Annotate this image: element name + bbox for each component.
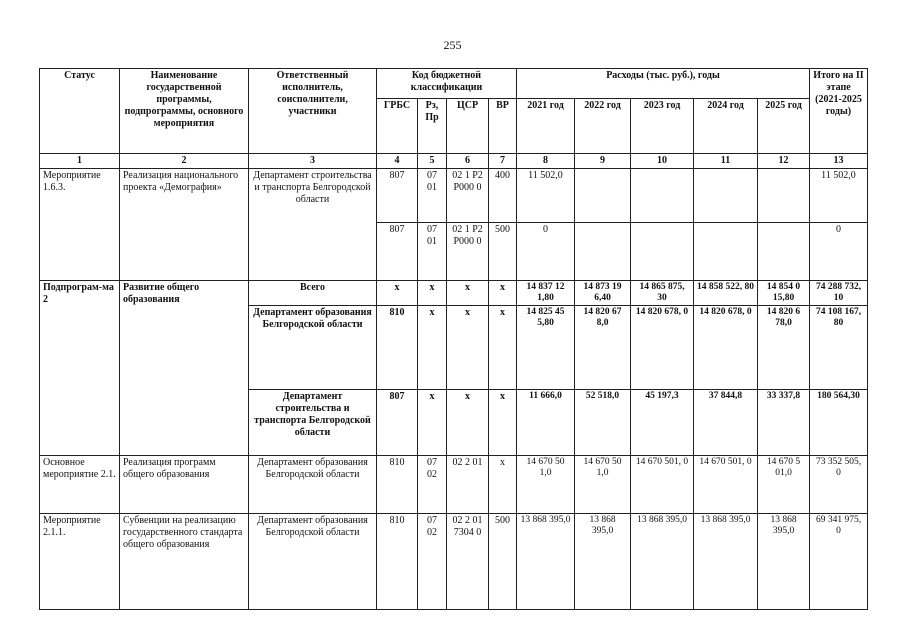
- cell-2025: [758, 223, 810, 281]
- cell-grbs: x: [377, 281, 418, 306]
- cell-rzpr: 07 02: [418, 456, 447, 514]
- row-status: Мероприятие 2.1.1.: [40, 514, 120, 610]
- cell-2021: 14 837 12 1,80: [517, 281, 575, 306]
- column-number: 11: [694, 154, 758, 169]
- cell-grbs: 807: [377, 390, 418, 456]
- cell-2024: 14 858 522, 80: [694, 281, 758, 306]
- column-number: 10: [631, 154, 694, 169]
- cell-total: 73 352 505, 0: [810, 456, 868, 514]
- header-total: Итого на II этапе (2021-2025 годы): [810, 69, 868, 154]
- row-responsible: Департамент образования Белгородской области: [249, 306, 377, 390]
- cell-2023: 45 197,3: [631, 390, 694, 456]
- header-grbs: ГРБС: [377, 99, 418, 154]
- cell-vr: x: [489, 306, 517, 390]
- header-vr: ВР: [489, 99, 517, 154]
- cell-csr: 02 2 01 7304 0: [447, 514, 489, 610]
- row-status: Основное мероприятие 2.1.: [40, 456, 120, 514]
- column-number: 12: [758, 154, 810, 169]
- cell-2022: [575, 169, 631, 223]
- header-expenses: Расходы (тыс. руб.), годы: [517, 69, 810, 99]
- cell-2025: 14 670 5 01,0: [758, 456, 810, 514]
- cell-grbs: 810: [377, 306, 418, 390]
- table-row: [40, 169, 868, 223]
- cell-2024: 14 820 678, 0: [694, 306, 758, 390]
- page-number: 255: [443, 38, 462, 52]
- cell-2023: 14 670 501, 0: [631, 456, 694, 514]
- row-responsible: Департамент строительства и транспорта Белгородской области: [249, 169, 377, 281]
- cell-2022: 14 873 19 6,40: [575, 281, 631, 306]
- cell-grbs: 807: [377, 223, 418, 281]
- header-2021: 2021 год: [517, 99, 575, 154]
- cell-2021: 0: [517, 223, 575, 281]
- cell-2021: 14 670 50 1,0: [517, 456, 575, 514]
- cell-rzpr: 07 01: [418, 169, 447, 223]
- column-number: 13: [810, 154, 868, 169]
- column-number: 8: [517, 154, 575, 169]
- cell-vr: 500: [489, 514, 517, 610]
- header-budget-code: Код бюджетной классификации: [377, 69, 517, 99]
- row-responsible: Департамент строительства и транспорта Белгородской области: [249, 390, 377, 456]
- header-rzpr: Рз, Пр: [418, 99, 447, 154]
- cell-2025: 14 820 6 78,0: [758, 306, 810, 390]
- table-row: [40, 281, 868, 306]
- cell-2024: 13 868 395,0: [694, 514, 758, 610]
- cell-2024: [694, 223, 758, 281]
- header-responsible: Ответственный исполнитель, соисполнители, участники: [249, 69, 377, 154]
- cell-2025: [758, 169, 810, 223]
- table-row: [40, 456, 868, 514]
- column-number: 2: [120, 154, 249, 169]
- cell-csr: x: [447, 306, 489, 390]
- header-2022: 2022 год: [575, 99, 631, 154]
- cell-vr: x: [489, 456, 517, 514]
- cell-csr: x: [447, 281, 489, 306]
- cell-2021: 13 868 395,0: [517, 514, 575, 610]
- cell-grbs: 810: [377, 514, 418, 610]
- cell-total: 74 108 167, 80: [810, 306, 868, 390]
- header-2025: 2025 год: [758, 99, 810, 154]
- column-number: 4: [377, 154, 418, 169]
- row-name: Реализация национального проекта «Демография»: [120, 169, 249, 281]
- cell-rzpr: 07 01: [418, 223, 447, 281]
- row-name: Реализация программ общего образования: [120, 456, 249, 514]
- header-name: Наименование государственной программы, подпрограммы, основного мероприятия: [120, 69, 249, 154]
- cell-2023: 14 865 875, 30: [631, 281, 694, 306]
- header-2024: 2024 год: [694, 99, 758, 154]
- cell-2021: 11 666,0: [517, 390, 575, 456]
- cell-total: 180 564,30: [810, 390, 868, 456]
- column-number: 1: [40, 154, 120, 169]
- cell-2025: 13 868 395,0: [758, 514, 810, 610]
- cell-2024: [694, 169, 758, 223]
- cell-grbs: 810: [377, 456, 418, 514]
- row-status: Подпрограм-ма 2: [40, 281, 120, 456]
- column-number: 6: [447, 154, 489, 169]
- cell-2023: [631, 169, 694, 223]
- cell-rzpr: x: [418, 390, 447, 456]
- row-responsible: Департамент образования Белгородской области: [249, 514, 377, 610]
- row-name: Субвенции на реализацию государственного стандарта общего образования: [120, 514, 249, 610]
- cell-csr: 02 1 P2 P000 0: [447, 223, 489, 281]
- cell-2023: [631, 223, 694, 281]
- column-number: 9: [575, 154, 631, 169]
- cell-2024: 14 670 501, 0: [694, 456, 758, 514]
- column-number: 5: [418, 154, 447, 169]
- header-2023: 2023 год: [631, 99, 694, 154]
- cell-rzpr: x: [418, 281, 447, 306]
- cell-2021: 14 825 45 5,80: [517, 306, 575, 390]
- cell-total: 69 341 975, 0: [810, 514, 868, 610]
- header-status: Статус: [40, 69, 120, 154]
- row-responsible: Всего: [249, 281, 377, 306]
- cell-csr: 02 1 P2 P000 0: [447, 169, 489, 223]
- header-row: [40, 69, 868, 99]
- row-responsible: Департамент образования Белгородской области: [249, 456, 377, 514]
- cell-rzpr: x: [418, 306, 447, 390]
- column-number: 3: [249, 154, 377, 169]
- cell-vr: 500: [489, 223, 517, 281]
- cell-2022: 14 670 50 1,0: [575, 456, 631, 514]
- column-number: 7: [489, 154, 517, 169]
- cell-2022: 52 518,0: [575, 390, 631, 456]
- cell-2022: 14 820 67 8,0: [575, 306, 631, 390]
- cell-csr: x: [447, 390, 489, 456]
- cell-2023: 14 820 678, 0: [631, 306, 694, 390]
- cell-2022: 13 868 395,0: [575, 514, 631, 610]
- cell-2025: 33 337,8: [758, 390, 810, 456]
- cell-2024: 37 844,8: [694, 390, 758, 456]
- cell-total: 0: [810, 223, 868, 281]
- row-name: Развитие общего образования: [120, 281, 249, 456]
- cell-vr: 400: [489, 169, 517, 223]
- header-csr: ЦСР: [447, 99, 489, 154]
- cell-2021: 11 502,0: [517, 169, 575, 223]
- cell-csr: 02 2 01: [447, 456, 489, 514]
- table-row: [40, 514, 868, 610]
- cell-vr: x: [489, 281, 517, 306]
- budget-table: [39, 68, 868, 610]
- cell-2022: [575, 223, 631, 281]
- cell-grbs: 807: [377, 169, 418, 223]
- cell-total: 74 288 732, 10: [810, 281, 868, 306]
- row-status: Мероприятие 1.6.3.: [40, 169, 120, 281]
- cell-total: 11 502,0: [810, 169, 868, 223]
- cell-2025: 14 854 0 15,80: [758, 281, 810, 306]
- cell-rzpr: 07 02: [418, 514, 447, 610]
- cell-2023: 13 868 395,0: [631, 514, 694, 610]
- cell-vr: x: [489, 390, 517, 456]
- column-number-row: [40, 154, 868, 169]
